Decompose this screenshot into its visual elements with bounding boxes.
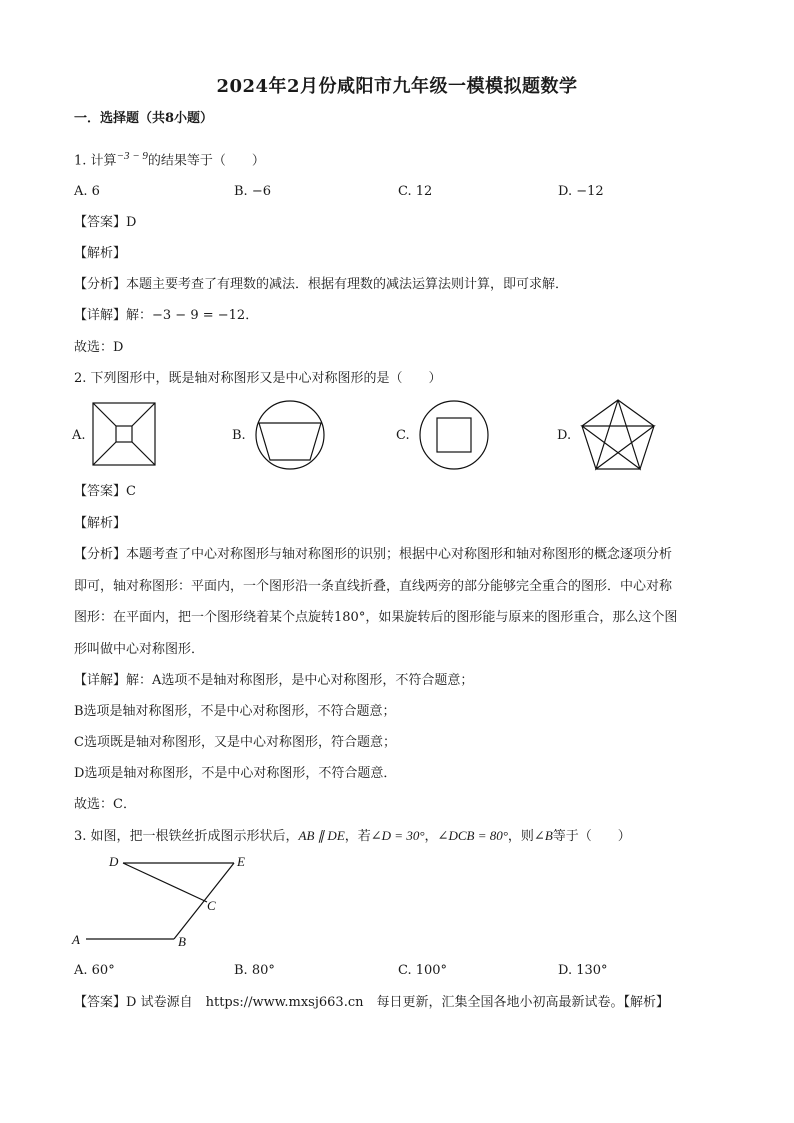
q2-fenxi-line-1	[74, 547, 672, 563]
q2-fenxi-line-3: 图形：在平面内，把一个图形绕着某个点旋转180°，如果旋转后的图形能与原来的图形重合，那么这个图	[74, 610, 678, 625]
q2-figure-c-circle-square	[418, 399, 490, 471]
point-label-a: A	[72, 932, 80, 947]
q1-answer-value: D	[126, 215, 137, 230]
q2-xiangjie-line-3: C选项既是轴对称图形，又是中心对称图形，符合题意；	[74, 735, 396, 750]
q2-answer	[74, 484, 136, 500]
fenxi-tag: 【分析】	[74, 547, 127, 562]
q1-analysis-tag: 【解析】	[74, 246, 127, 261]
q2-analysis-tag: 【解析】	[74, 516, 127, 531]
q1-option-d: D. −12	[558, 184, 604, 199]
q3-stem	[74, 828, 631, 845]
q3-stem-d: ，则∠	[507, 829, 545, 844]
q1-answer	[74, 215, 136, 231]
q2-option-a-label: A.	[72, 428, 86, 443]
q3-angle-dcb: DCB = 80°	[448, 828, 508, 843]
q3-answer-value: D	[126, 995, 137, 1010]
q3-geometry-figure	[66, 852, 266, 952]
q1-option-a: A. 6	[74, 184, 100, 199]
q3-stem-a: 3. 如图，把一根铁丝折成图示形状后，	[74, 829, 299, 844]
q3-option-a: A. 60°	[74, 963, 115, 978]
q3-option-c: C. 100°	[398, 963, 448, 978]
xiangjie-tag: 【详解】	[74, 673, 127, 688]
q1-expression: −3 − 9	[116, 150, 148, 162]
q2-option-d-label: D.	[557, 428, 572, 443]
q2-xiangjie-text-1: 解：A选项不是轴对称图形，是中心对称图形，不符合题意；	[126, 673, 474, 688]
q1-xiangjie	[74, 308, 258, 324]
q3-angle-d: D = 30°	[381, 828, 425, 843]
section-heading: 一．选择题（共8小题）	[74, 111, 214, 126]
q3-option-d: D. 130°	[558, 963, 608, 978]
answer-tag: 【答案】	[74, 215, 127, 230]
q2-stem: 2. 下列图形中，既是轴对称图形又是中心对称图形的是（ ）	[74, 371, 442, 386]
q1-fenxi-text: 本题主要考查了有理数的减法．根据有理数的减法运算法则计算，即可求解．	[126, 277, 569, 292]
point-label-b: B	[178, 934, 186, 949]
q2-xiangjie-line-4: D选项是轴对称图形，不是中心对称图形，不符合题意．	[74, 766, 397, 781]
q3-stem-c: ，∠	[424, 829, 449, 844]
q1-prefix: 1. 计算	[74, 153, 117, 169]
segment-dc	[123, 863, 207, 902]
point-label-c: C	[207, 898, 216, 913]
q2-figure-b-circle-trapezoid	[254, 399, 326, 471]
q3-stem-e: 等于（ ）	[552, 829, 631, 844]
q2-figure-d-pentagon-star	[580, 398, 656, 472]
q1-stem	[74, 148, 265, 169]
q1-option-b: B. −6	[234, 184, 271, 199]
q2-xiangjie-line-2: B选项是轴对称图形，不是中心对称图形，不符合题意；	[74, 704, 396, 719]
q2-option-c-label: C.	[396, 428, 410, 443]
q2-xiangjie-line-1	[74, 673, 473, 689]
q3-answer-line	[74, 995, 669, 1011]
segment-eb	[174, 863, 234, 939]
q3-option-b: B. 80°	[234, 963, 275, 978]
q2-choose: 故选：C．	[74, 797, 136, 812]
q1-fenxi	[74, 277, 568, 293]
q1-choose: 故选：D	[74, 340, 124, 355]
fenxi-tag: 【分析】	[74, 277, 127, 292]
q2-fenxi-text-1: 本题考查了中心对称图形与轴对称图形的识别；根据中心对称图形和轴对称图形的概念逐项分析	[126, 547, 673, 562]
answer-tag: 【答案】	[74, 995, 127, 1010]
page-title: 2024年2月份咸阳市九年级一模模拟题数学	[216, 76, 578, 97]
q1-option-c: C. 12	[398, 184, 433, 199]
q1-xiangjie-text: 解：−3 − 9 = −12．	[126, 308, 259, 323]
answer-tag: 【答案】	[74, 484, 127, 499]
q2-fenxi-line-2: 即可，轴对称图形：平面内，一个图形沿一条直线折叠，直线两旁的部分能够完全重合的图形．中心对称	[74, 579, 673, 594]
point-label-d: D	[109, 854, 119, 869]
q2-option-b-label: B.	[232, 428, 246, 443]
q3-angle-b: B	[544, 828, 553, 843]
q2-figure-a-pinwheel-square	[92, 402, 156, 466]
watermark-text: 试卷源自 https://www.mxsj663.cn 每日更新，汇集全国各地小初高最新试卷。	[140, 995, 624, 1010]
q2-fenxi-line-4: 形叫做中心对称图形．	[74, 642, 205, 657]
xiangjie-tag: 【详解】	[74, 308, 127, 323]
analysis-tag: 【解析】	[623, 995, 669, 1010]
q3-ab-parallel-de: AB ∥ DE	[298, 828, 345, 843]
q1-suffix: 的结果等于（ ）	[147, 153, 265, 169]
point-label-e: E	[237, 854, 245, 869]
q2-answer-value: C	[126, 484, 136, 499]
q3-stem-b: ，若∠	[344, 829, 382, 844]
